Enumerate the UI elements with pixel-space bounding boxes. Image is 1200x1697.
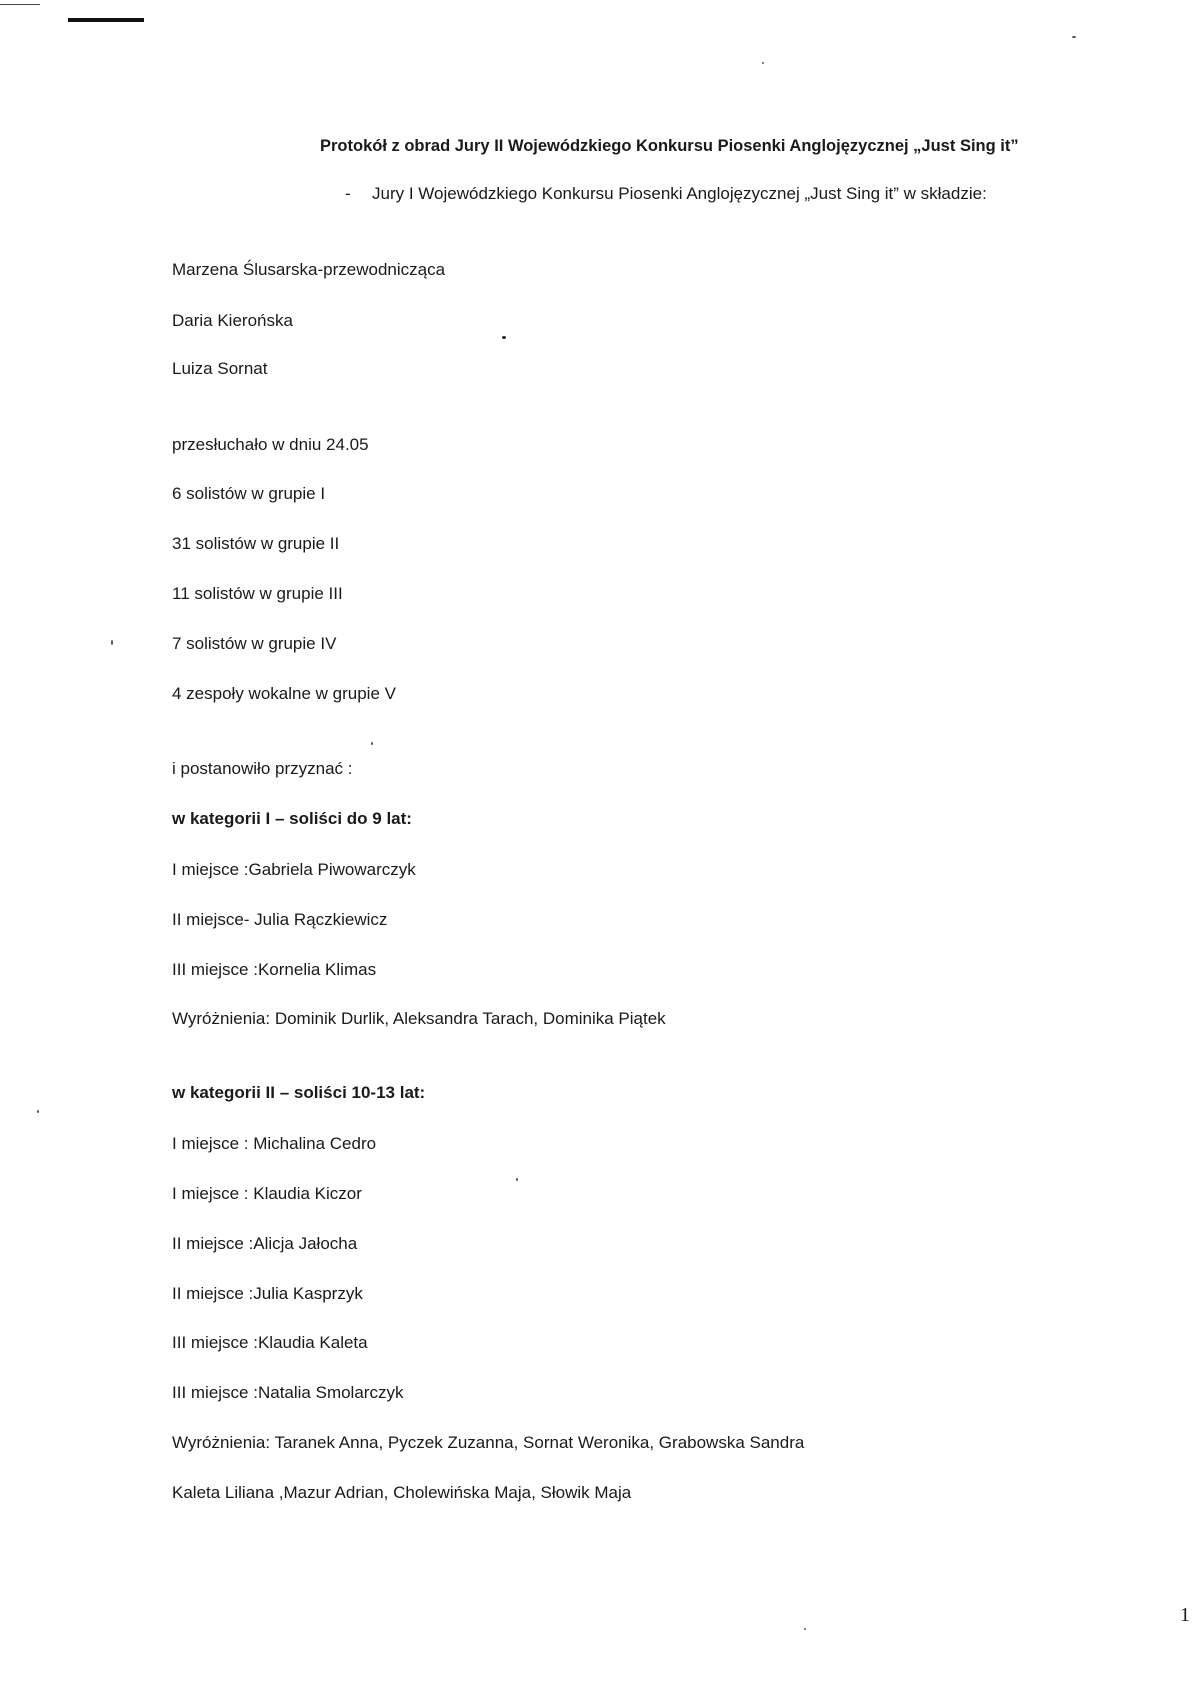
document-title: Protokół z obrad Jury II Wojewódzkiego Konkursu Piosenki Anglojęzycznej „Just Sing it”	[320, 137, 1019, 155]
award-line: I miejsce : Michalina Cedro	[172, 1134, 377, 1153]
award-line: II miejsce :Julia Kasprzyk	[172, 1284, 363, 1303]
group-count: 7 solistów w grupie IV	[172, 634, 337, 653]
jury-member: Marzena Ślusarska-przewodnicząca	[172, 260, 446, 279]
scan-speck	[111, 640, 113, 645]
scan-speck	[502, 336, 506, 339]
scan-speck	[804, 1628, 806, 1630]
scan-speck	[371, 742, 373, 745]
award-line: I miejsce :Gabriela Piwowarczyk	[172, 860, 416, 879]
decision-text: i postanowiło przyznać :	[172, 759, 353, 778]
award-line: III miejsce :Natalia Smolarczyk	[172, 1383, 404, 1402]
honorable-mentions-continued: Kaleta Liliana ,Mazur Adrian, Cholewińska Maja, Słowik Maja	[172, 1483, 632, 1502]
award-line: III miejsce :Klaudia Kaleta	[172, 1333, 368, 1352]
scan-speck	[762, 62, 764, 64]
page-number: 1	[1180, 1604, 1190, 1626]
scan-speck	[516, 1178, 518, 1181]
scan-mark-top-left	[68, 18, 144, 22]
subtitle-dash: -	[345, 184, 351, 203]
scan-speck	[1072, 36, 1076, 38]
group-count: 6 solistów w grupie I	[172, 484, 326, 503]
hearing-intro: przesłuchało w dniu 24.05	[172, 435, 369, 454]
category-1-heading: w kategorii I – soliści do 9 lat:	[172, 809, 412, 828]
jury-member: Luiza Sornat	[172, 359, 268, 378]
award-line: I miejsce : Klaudia Kiczor	[172, 1184, 362, 1203]
honorable-mentions: Wyróżnienia: Taranek Anna, Pyczek Zuzanna, Sornat Weronika, Grabowska Sandra	[172, 1433, 805, 1452]
award-line: II miejsce- Julia Rączkiewicz	[172, 910, 388, 929]
category-2-heading: w kategorii II – soliści 10-13 lat:	[172, 1083, 426, 1102]
award-line: II miejsce :Alicja Jałocha	[172, 1234, 358, 1253]
scan-mark-corner	[0, 4, 40, 5]
group-count: 11 solistów w grupie III	[172, 584, 343, 603]
document-subtitle: Jury I Wojewódzkiego Konkursu Piosenki Anglojęzycznej „Just Sing it” w składzie:	[372, 184, 987, 203]
group-count: 4 zespoły wokalne w grupie V	[172, 684, 396, 703]
award-line: III miejsce :Kornelia Klimas	[172, 960, 377, 979]
scan-speck	[37, 1110, 39, 1113]
group-count: 31 solistów w grupie II	[172, 534, 340, 553]
jury-member: Daria Kierońska	[172, 311, 293, 330]
honorable-mentions: Wyróżnienia: Dominik Durlik, Aleksandra Tarach, Dominika Piątek	[172, 1009, 666, 1028]
